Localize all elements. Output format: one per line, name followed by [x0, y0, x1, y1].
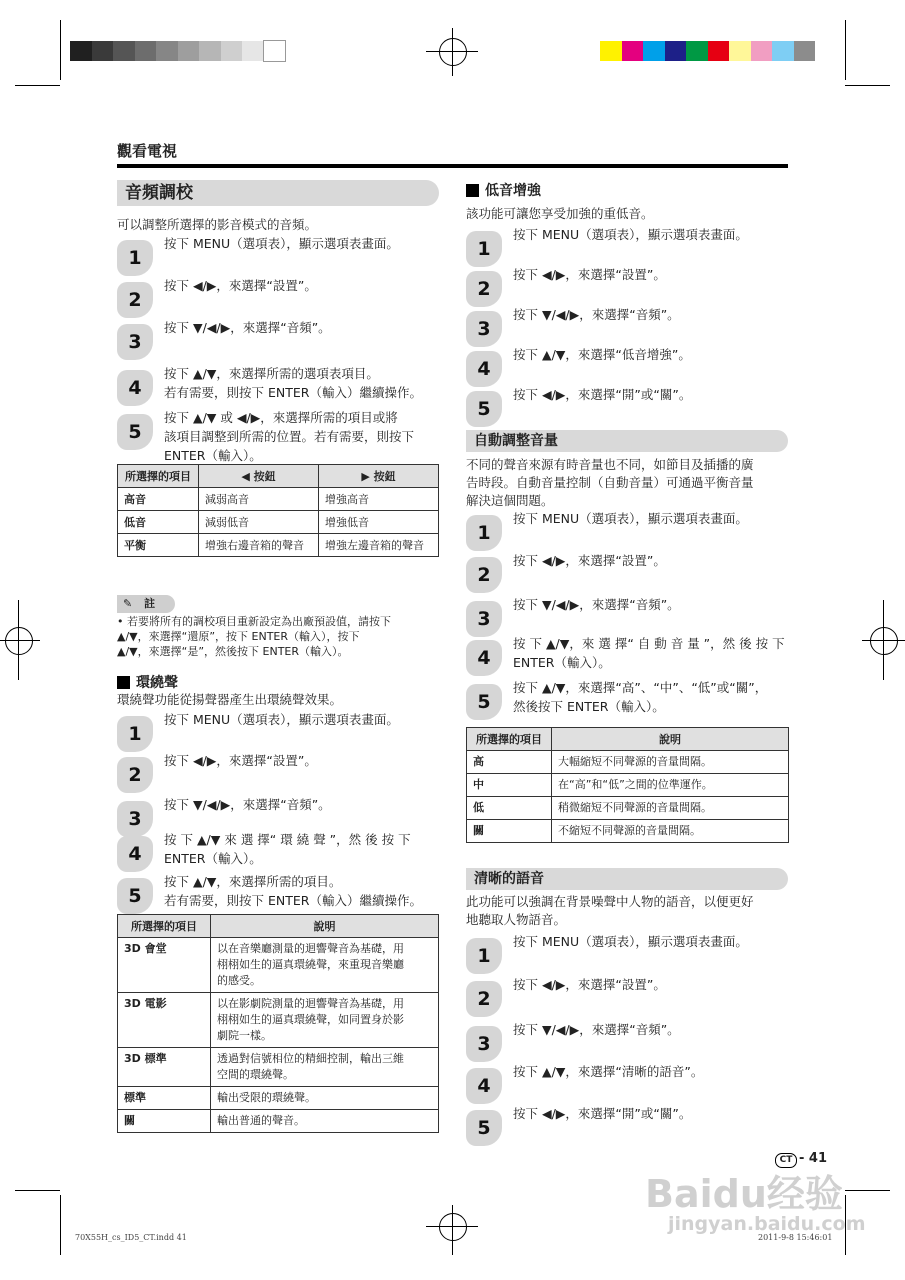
- step-text: 按下 ◀/▶，來選擇“設置”。: [513, 267, 666, 282]
- step-number-badge: 4: [117, 836, 153, 872]
- table-cell-desc: 在“高”和“低”之間的位準運作。: [552, 774, 789, 797]
- table-cell-desc: 透過對信號相位的精細控制，輸出三維 空間的環繞聲。: [211, 1048, 439, 1087]
- step-text: 按下 ▲/▼，來選擇所需的項目。 若有需要，則按下 ENTER（輸入）繼續操作。: [164, 874, 422, 908]
- registration-mark-right: [870, 627, 898, 655]
- step-number-badge: 5: [117, 414, 153, 450]
- step: [117, 276, 447, 316]
- step-number-badge: 1: [466, 938, 502, 974]
- step-text: 按下 ◀/▶，來選擇“開”或“關”。: [513, 1106, 692, 1121]
- step-number-badge: 4: [466, 1068, 502, 1104]
- table-cell-item: 關: [467, 820, 552, 843]
- table-header: 所選擇的項目: [118, 915, 211, 938]
- step: [466, 345, 796, 385]
- step-text: 按 下 ▲/▼ 來 選 擇“ 環 繞 聲 ”，然 後 按 下 ENTER（輸入）。: [164, 832, 411, 866]
- table-header: ▶ 按鈕: [319, 465, 439, 488]
- table-cell-desc: 大幅縮短不同聲源的音量間隔。: [552, 751, 789, 774]
- step: [466, 265, 796, 305]
- table-cell-item: 高: [467, 751, 552, 774]
- color-swatch: [92, 41, 114, 61]
- step-number-badge: 2: [466, 981, 502, 1017]
- table-cell-desc: 輸出受限的環繞聲。: [211, 1087, 439, 1110]
- table-header: 所選擇的項目: [118, 465, 199, 488]
- step-text: 按下 ◀/▶，來選擇“設置”。: [164, 278, 317, 293]
- step-number-badge: 3: [466, 601, 502, 637]
- step: [466, 305, 796, 345]
- step-number-badge: 3: [466, 1026, 502, 1062]
- step-text: 按下 MENU（選項表），顯示選項表畫面。: [164, 712, 399, 727]
- step: [117, 318, 447, 358]
- table-row: [118, 1110, 439, 1133]
- registration-line: [862, 640, 905, 641]
- color-swatch: [135, 41, 157, 61]
- step-number-badge: 3: [466, 311, 502, 347]
- auto-volume-title: 自動調整音量: [474, 433, 558, 449]
- table-row: [467, 820, 789, 843]
- color-swatch: [708, 41, 730, 61]
- language-badge: CT: [775, 1153, 797, 1168]
- registration-line: [452, 28, 453, 76]
- step-number-badge: 2: [466, 557, 502, 593]
- step: [117, 872, 447, 912]
- table-cell-desc: 不縮短不同聲源的音量間隔。: [552, 820, 789, 843]
- table-cell-desc: 稍微縮短不同聲源的音量間隔。: [552, 797, 789, 820]
- clear-voice-title: 清晰的語音: [474, 871, 544, 887]
- note-label: 註: [144, 597, 156, 610]
- audio-intro: 可以調整所選擇的影音模式的音頻。: [117, 217, 318, 232]
- color-swatch: [751, 41, 773, 61]
- step: [117, 364, 447, 404]
- crop-mark: [845, 85, 890, 86]
- step: [117, 710, 447, 750]
- step-number-badge: 5: [117, 878, 153, 914]
- registration-line: [0, 640, 40, 641]
- color-swatch: [622, 41, 644, 61]
- color-swatch: [113, 41, 135, 61]
- note-text: • 若要將所有的調校項目重新設定為出廠預設值，請按下 ▲/▼，來選擇“還原”，按下 ENTER（輸入），按下 ▲/▼，來選擇“是”，然後按下 ENTER（輸入）。: [117, 615, 391, 658]
- table-row: [118, 1048, 439, 1087]
- step: [117, 795, 447, 835]
- color-swatch: [665, 41, 687, 61]
- step-text: 按下 ▼/◀/▶，來選擇“音頻”。: [164, 320, 331, 335]
- square-bullet-icon: [117, 676, 130, 689]
- crop-mark: [60, 1195, 61, 1255]
- step-text: 按下 ▲/▼，來選擇“清晰的語音”。: [513, 1064, 704, 1079]
- registration-line: [452, 1205, 453, 1255]
- table-row: [467, 774, 789, 797]
- step-text: 按下 ▲/▼，來選擇所需的選項表項目。 若有需要，則按下 ENTER（輸入）繼續操作。: [164, 366, 422, 400]
- date-info: 2011-9-8 15:46:01: [758, 1233, 833, 1242]
- crop-mark: [15, 1190, 60, 1191]
- color-swatch: [772, 41, 794, 61]
- table-row: 平衡 增強右邊音箱的聲音 增強左邊音箱的聲音: [118, 534, 439, 557]
- step-text: 按下 ▲/▼，來選擇“低音增強”。: [513, 347, 691, 362]
- table-cell-item: 3D 標準: [118, 1048, 211, 1087]
- table-cell-desc: 輸出普通的聲音。: [211, 1110, 439, 1133]
- step: [466, 551, 796, 591]
- crop-mark: [60, 20, 61, 80]
- watermark-logo: Baidu经验: [645, 1172, 843, 1216]
- section-title-auto-volume: [466, 430, 788, 452]
- table-header: 說明: [211, 915, 439, 938]
- step: [466, 385, 796, 425]
- step: [466, 1062, 796, 1102]
- color-swatch: [70, 41, 92, 61]
- step-text: 按 下 ▲/▼，來 選 擇“ 自 動 音 量 ”，然 後 按 下 ENTER（輸入）。: [513, 636, 785, 670]
- step-text: 按下 ◀/▶，來選擇“開”或“關”。: [513, 387, 692, 402]
- step: [466, 1020, 796, 1060]
- table-cell-item: 關: [118, 1110, 211, 1133]
- file-info: 70X55H_cs_ID5_CT.indd 41: [75, 1233, 187, 1242]
- step-text: 按下 ▼/◀/▶，來選擇“音頻”。: [513, 307, 680, 322]
- step: [466, 1104, 796, 1144]
- surround-title: 環繞聲: [136, 675, 178, 691]
- step-number-badge: 3: [117, 801, 153, 837]
- color-swatch: [242, 41, 264, 61]
- pencil-icon: ✎: [123, 597, 133, 610]
- color-swatch: [221, 41, 243, 61]
- color-swatch: [156, 41, 178, 61]
- registration-line: [426, 51, 478, 52]
- table-cell-item: 低: [467, 797, 552, 820]
- table-cell-item: 3D 會堂: [118, 938, 211, 993]
- step: [117, 234, 447, 274]
- table-cell-item: 標準: [118, 1087, 211, 1110]
- table-row: [467, 797, 789, 820]
- step-text: 按下 ▼/◀/▶，來選擇“音頻”。: [513, 597, 680, 612]
- color-swatch: [600, 41, 622, 61]
- step-number-badge: 5: [466, 391, 502, 427]
- color-swatch: [794, 41, 816, 61]
- registration-line: [426, 1226, 478, 1227]
- surround-intro: 環繞聲功能從揚聲器產生出環繞聲效果。: [117, 692, 343, 707]
- table-header: ◀ 按鈕: [199, 465, 319, 488]
- step: [466, 932, 796, 972]
- step-number-badge: 1: [466, 231, 502, 267]
- step-number-badge: 4: [466, 640, 502, 676]
- crop-mark: [845, 20, 846, 80]
- registration-mark-bottom: [439, 1213, 467, 1241]
- step-number-badge: 1: [117, 716, 153, 752]
- auto-volume-table: [466, 727, 789, 843]
- section-title-surround: [117, 672, 178, 692]
- table-cell-desc: 以在音樂廳測量的迴響聲音為基礎，用 栩栩如生的逼真環繞聲，來重現音樂廳 的感受。: [211, 938, 439, 993]
- page-section-label: 觀看電視: [117, 142, 178, 160]
- note-badge: [117, 595, 175, 613]
- color-swatch: [643, 41, 665, 61]
- step: [117, 408, 447, 463]
- step-number-badge: 5: [466, 1110, 502, 1146]
- table-row: [118, 938, 439, 993]
- table-row: 低音 減弱低音 增強低音: [118, 511, 439, 534]
- registration-mark-left: [5, 627, 33, 655]
- table-row: 高音 減弱高音 增強高音: [118, 488, 439, 511]
- table-row: [467, 751, 789, 774]
- step: [117, 751, 447, 791]
- step: [466, 678, 796, 718]
- section-title-clear-voice: [466, 868, 788, 890]
- step-number-badge: 4: [466, 351, 502, 387]
- section-title-audio: [117, 180, 439, 206]
- step-text: 按下 MENU（選項表），顯示選項表畫面。: [164, 236, 399, 251]
- step-text: 按下 ◀/▶，來選擇“設置”。: [513, 553, 666, 568]
- table-cell-desc: 以在影劇院測量的迴響聲音為基礎，用 栩栩如生的逼真環繞聲，如同置身於影 劇院一樣。: [211, 993, 439, 1048]
- header-rule: [117, 164, 788, 168]
- audio-adjust-table: [117, 464, 439, 557]
- square-bullet-icon: [466, 184, 479, 197]
- step-number-badge: 1: [117, 240, 153, 276]
- step-number-badge: 2: [466, 271, 502, 307]
- color-swatch: [178, 41, 200, 61]
- clear-voice-intro: 此功能可以強調在背景噪聲中人物的語音，以便更好 地聽取人物語音。: [466, 894, 754, 927]
- step: [466, 975, 796, 1015]
- step-text: 按下 ◀/▶，來選擇“設置”。: [513, 977, 666, 992]
- step-number-badge: 4: [117, 370, 153, 406]
- color-swatch: [199, 41, 221, 61]
- surround-table: [117, 914, 439, 1133]
- step: [117, 830, 447, 870]
- step-text: 按下 MENU（選項表），顯示選項表畫面。: [513, 227, 748, 242]
- watermark-url: jingyan.baidu.com: [668, 1213, 866, 1235]
- step-text: 按下 ▲/▼，來選擇“高”、“中”、“低”或“關”， 然後按下 ENTER（輸入）。: [513, 680, 768, 714]
- step-text: 按下 ▲/▼ 或 ◀/▶，來選擇所需的項目或將 該項目調整到所需的位置。若有需要，則按下 ENTER（輸入）。: [164, 410, 415, 463]
- table-cell-item: 中: [467, 774, 552, 797]
- step-text: 按下 ▼/◀/▶，來選擇“音頻”。: [164, 797, 331, 812]
- step-number-badge: 5: [466, 684, 502, 720]
- section-title-bass: [466, 180, 541, 200]
- step: [466, 509, 796, 549]
- table-row: [118, 993, 439, 1048]
- step: [466, 225, 796, 265]
- crop-mark: [845, 1190, 890, 1191]
- audio-title: 音頻調校: [125, 183, 193, 203]
- color-swatch: [264, 41, 286, 61]
- step-number-badge: 2: [117, 282, 153, 318]
- auto-volume-intro: 不同的聲音來源有時音量也不同，如節目及插播的廣 告時段。自動音量控制（自動音量）可通過平衡音量 解決這個問題。: [466, 457, 754, 508]
- table-header: 所選擇的項目: [467, 728, 552, 751]
- step-text: 按下 MENU（選項表），顯示選項表畫面。: [513, 934, 748, 949]
- step-number-badge: 3: [117, 324, 153, 360]
- crop-mark: [15, 85, 60, 86]
- step: [466, 595, 796, 635]
- table-cell-item: 3D 電影: [118, 993, 211, 1048]
- step: [466, 634, 796, 674]
- step-text: 按下 MENU（選項表），顯示選項表畫面。: [513, 511, 748, 526]
- step-number-badge: 2: [117, 757, 153, 793]
- step-number-badge: 1: [466, 515, 502, 551]
- table-row: [118, 1087, 439, 1110]
- bass-intro: 該功能可讓您享受加強的重低音。: [466, 206, 654, 221]
- color-swatch: [729, 41, 751, 61]
- color-swatch: [686, 41, 708, 61]
- table-header: 說明: [552, 728, 789, 751]
- page-number: - 41: [799, 1151, 828, 1166]
- bass-title: 低音增強: [485, 183, 541, 199]
- registration-mark-top: [439, 38, 467, 66]
- step-text: 按下 ▼/◀/▶，來選擇“音頻”。: [513, 1022, 680, 1037]
- step-text: 按下 ◀/▶，來選擇“設置”。: [164, 753, 317, 768]
